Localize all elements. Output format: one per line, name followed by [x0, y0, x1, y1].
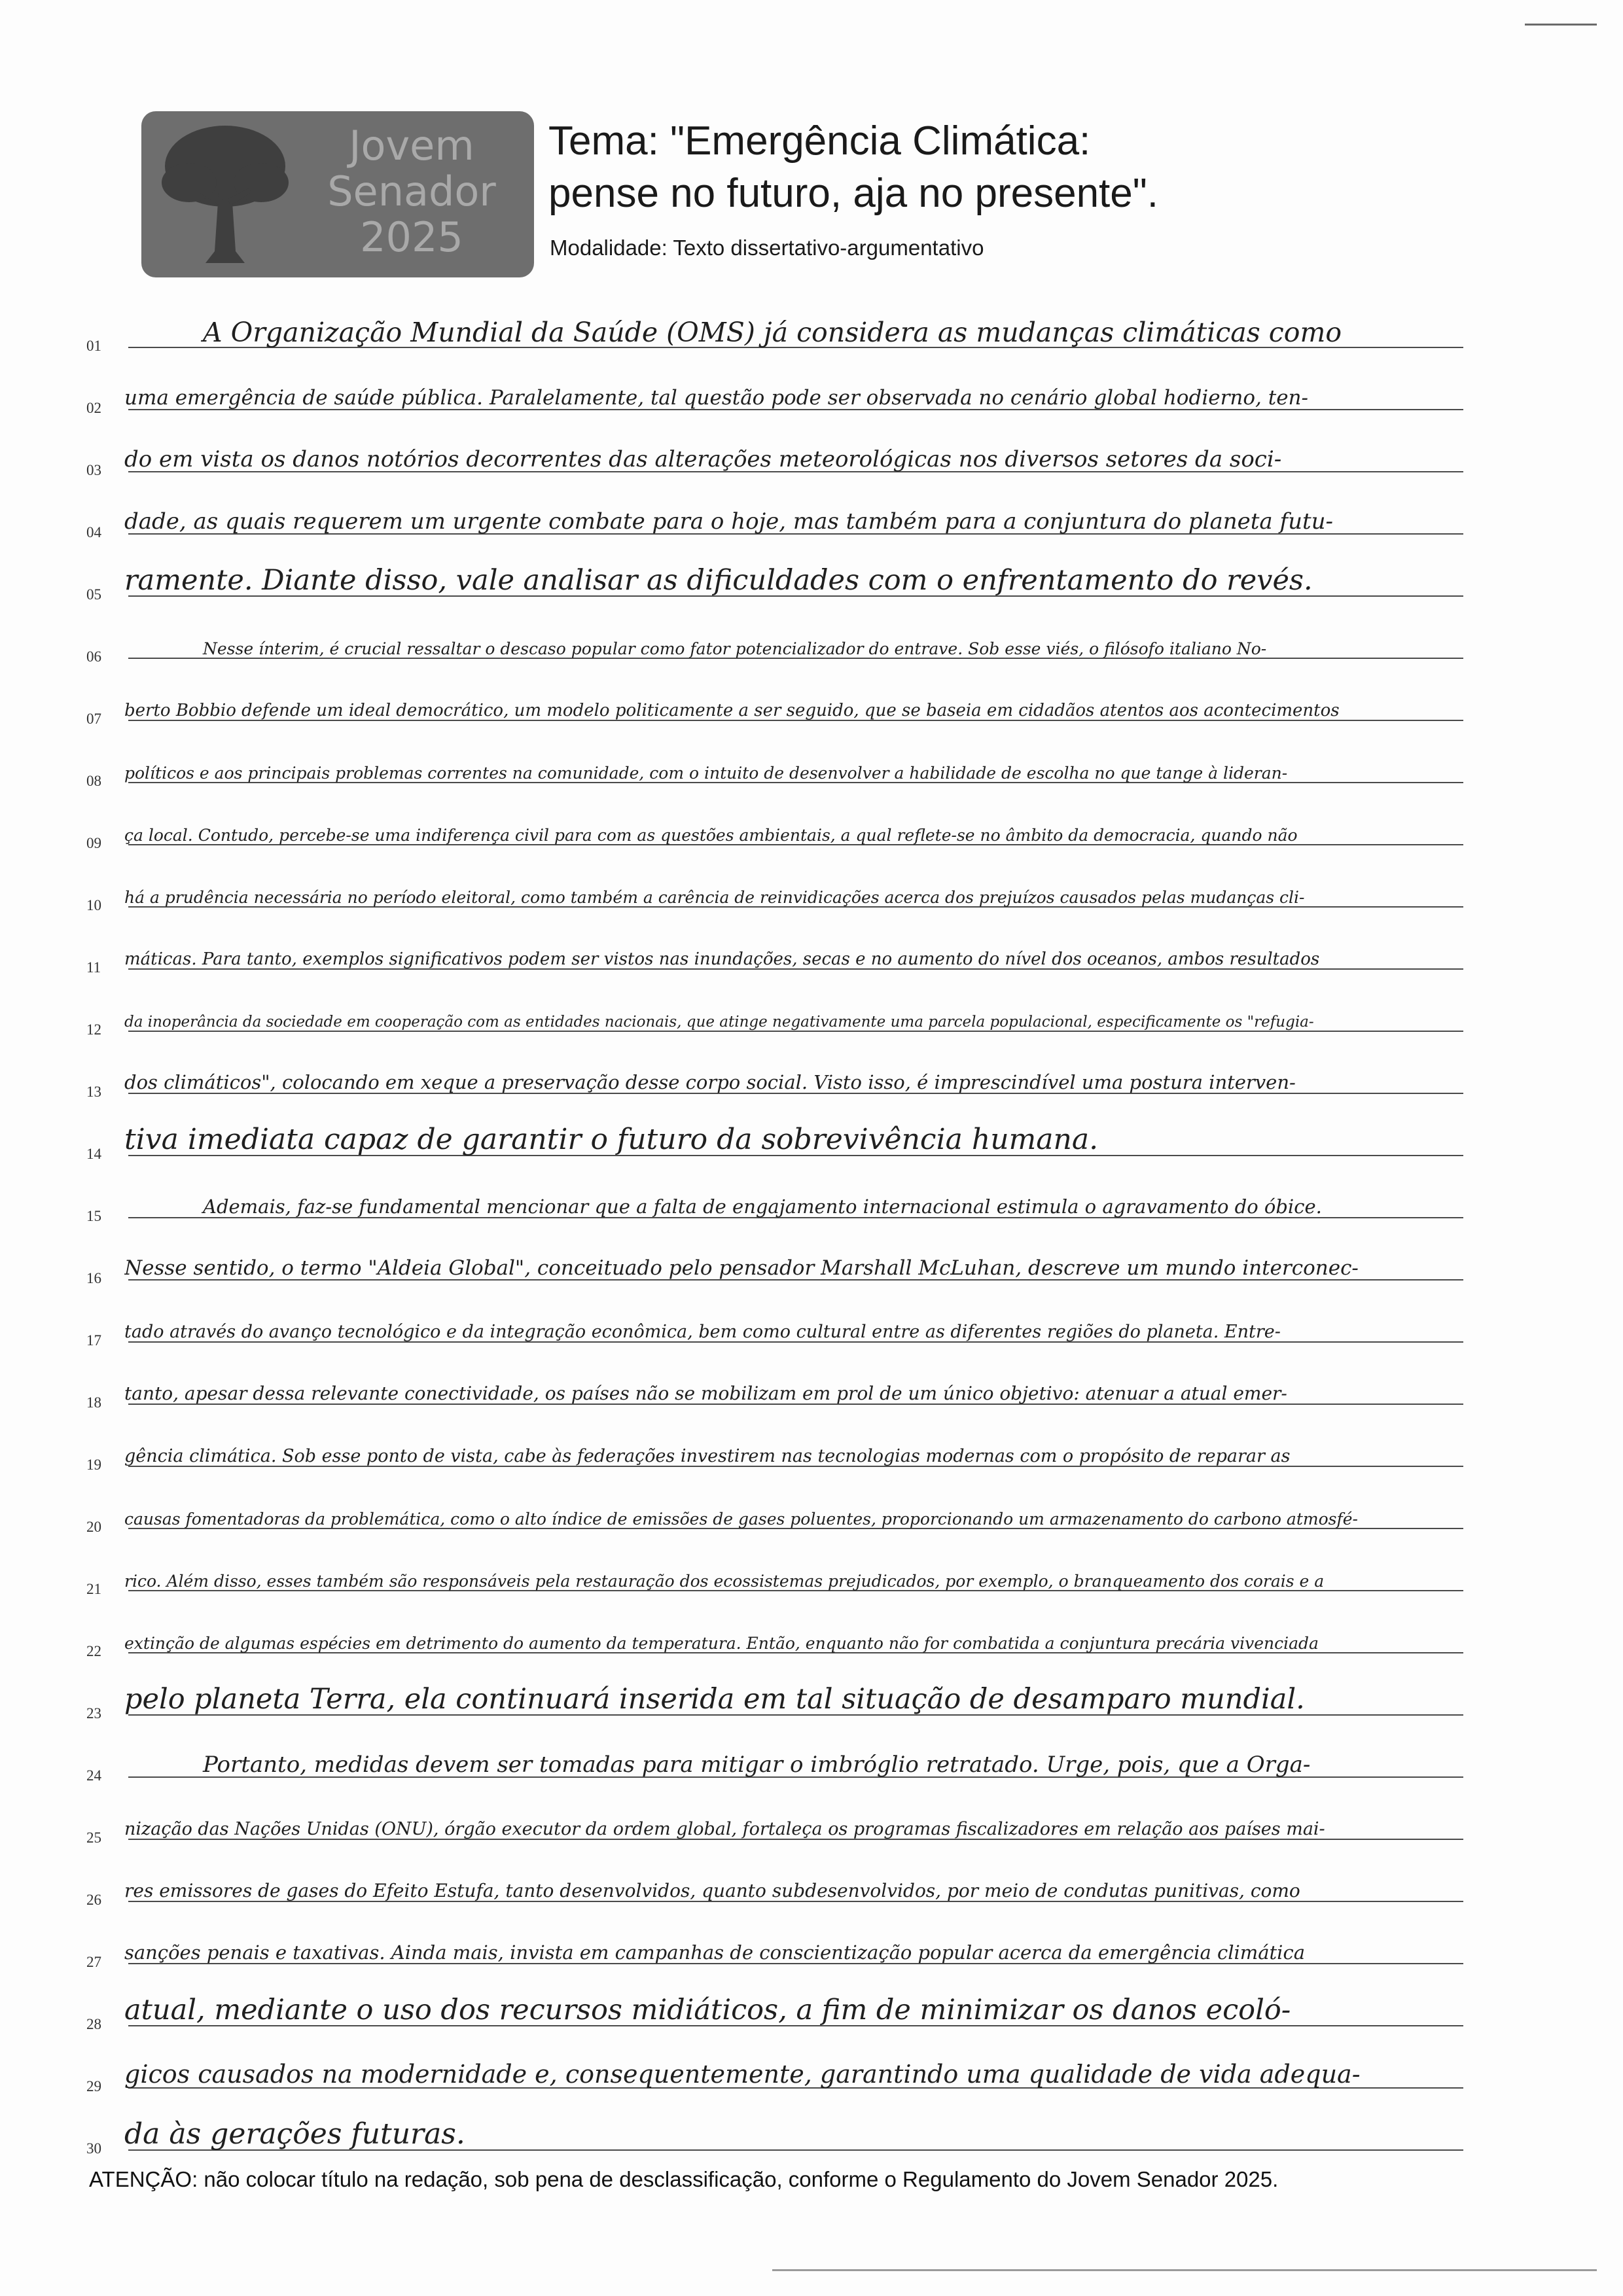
logo-line-2: Senador [327, 168, 496, 215]
handwritten-text: rico. Além disso, esses também são responsáveis pela restauração dos ecossistemas prejudicados, por exemplo, o branqueamento dos corais e a [124, 1572, 1325, 1591]
handwritten-text: Ademais, faz-se fundamental mencionar que a falta de engajamento internacional estimula o agravamento do óbice. [203, 1195, 1322, 1218]
handwritten-text: há a prudência necessária no período eleitoral, como também a carência de reinvidicações acerca dos prejuízos causados pelas mudanças cli- [124, 888, 1305, 907]
logo-line-1: Jovem [349, 122, 474, 169]
essay-line [0, 1301, 1623, 1366]
essay-line [0, 431, 1623, 496]
handwritten-text: Nesse ínterim, é crucial ressaltar o descaso popular como fator potencializador do entrave. Sob esse viés, o filósofo italiano No- [203, 639, 1267, 658]
handwritten-text: gência climática. Sob esse ponto de vista, cabe às federações investirem nas tecnologias modernas com o propósito de reparar as [124, 1446, 1291, 1466]
handwritten-text: dade, as quais requerem um urgente combate para o hoje, mas também para a conjuntura do planeta futu- [124, 508, 1334, 535]
line-number: 02 [86, 400, 101, 416]
essay-line [0, 2047, 1623, 2112]
line-number: 12 [86, 1021, 101, 1038]
essay-line [0, 368, 1623, 434]
essay-line [0, 1922, 1623, 1988]
essay-line [0, 1239, 1623, 1304]
essay-line [0, 555, 1623, 620]
line-number: 13 [86, 1084, 101, 1100]
logo-line-3: 2025 [360, 213, 463, 261]
handwritten-text: nização das Nações Unidas (ONU), órgão executor da ordem global, fortaleça os programas fiscalizadores em relação aos países mai- [124, 1819, 1325, 1839]
essay-line [0, 990, 1623, 1055]
essay-line [0, 1176, 1623, 1242]
handwritten-text: pelo planeta Terra, ela continuará inserida em tal situação de desamparo mundial. [124, 1684, 1305, 1716]
essay-line [0, 1052, 1623, 1118]
top-rule [1525, 24, 1597, 26]
line-number: 29 [86, 2078, 101, 2094]
essay-line [0, 1549, 1623, 1615]
essay-line [0, 1736, 1623, 1801]
line-number: 07 [86, 711, 101, 727]
handwritten-text: atual, mediante o uso dos recursos midiáticos, a fim de minimizar os danos ecoló- [124, 1994, 1291, 2026]
handwritten-text: Nesse sentido, o termo "Aldeia Global", conceituado pelo pensador Marshall McLuhan, descreve um mundo interconec- [124, 1256, 1359, 1280]
line-number: 25 [86, 1829, 101, 1846]
line-number: 30 [86, 2140, 101, 2157]
handwritten-text: da inoperância da sociedade em cooperação com as entidades nacionais, que atinge negativamente uma parcela populacional, especificamente os "refugia- [124, 1014, 1314, 1031]
line-number: 06 [86, 648, 101, 665]
tree-icon [160, 120, 291, 271]
handwritten-text: tiva imediata capaz de garantir o futuro da sobrevivência humana. [124, 1123, 1099, 1156]
handwritten-text: ça local. Contudo, percebe-se uma indiferença civil para com as questões ambientais, a qual reflete-se no âmbito da democracia, quando não [124, 826, 1298, 845]
handwritten-text: Portanto, medidas devem ser tomadas para mitigar o imbróglio retratado. Urge, pois, que a Orga- [203, 1752, 1311, 1778]
essay-line [0, 1798, 1623, 1863]
line-number: 09 [86, 835, 101, 851]
essay-line [0, 1114, 1623, 1180]
handwritten-text: máticas. Para tanto, exemplos significativos podem ser vistos nas inundações, secas e no aumento do nível dos oceanos, ambos resultados [124, 949, 1320, 969]
line-number: 19 [86, 1457, 101, 1473]
essay-line [0, 866, 1623, 931]
essay-line [0, 1363, 1623, 1428]
theme-line-1: Tema: "Emergência Climática: [548, 118, 1091, 164]
handwritten-text: dos climáticos", colocando em xeque a preservação desse corpo social. Visto isso, é imprescindível uma postura interven- [124, 1071, 1296, 1093]
essay-line [0, 679, 1623, 745]
handwritten-text: A Organização Mundial da Saúde (OMS) já considera as mudanças climáticas como [203, 317, 1342, 348]
line-number: 03 [86, 462, 101, 478]
essay-line [0, 1612, 1623, 1677]
handwritten-text: da às gerações futuras. [124, 2118, 465, 2151]
title-warning: ATENÇÃO: não colocar título na redação, sob pena de desclassificação, conforme o Regulamento do Jovem Senador 2025. [89, 2167, 1279, 2191]
line-number: 22 [86, 1643, 101, 1659]
bottom-rule [772, 2269, 1597, 2271]
essay-line [0, 306, 1623, 372]
essay-line [0, 493, 1623, 558]
handwritten-text: sanções penais e taxativas. Ainda mais, invista em campanhas de conscientização popular acerca da emergência climática [124, 1941, 1305, 1964]
logo-text [304, 123, 520, 260]
essay-modality: Modalidade: Texto dissertativo-argumentativo [550, 236, 984, 260]
essay-line [0, 2109, 1623, 2174]
handwritten-text: gicos causados na modernidade e, consequentemente, garantindo uma qualidade de vida adequa- [124, 2060, 1361, 2089]
jovem-senador-logo [141, 111, 534, 277]
line-number: 04 [86, 524, 101, 540]
handwritten-text: políticos e aos principais problemas correntes na comunidade, com o intuito de desenvolver a habilidade de escolha no que tange à lideran- [124, 764, 1288, 783]
line-number: 08 [86, 773, 101, 789]
line-number: 05 [86, 586, 101, 603]
essay-line [0, 1425, 1623, 1491]
essay-line [0, 1860, 1623, 1926]
line-number: 26 [86, 1892, 101, 1908]
line-number: 16 [86, 1270, 101, 1286]
handwritten-text: uma emergência de saúde pública. Paralelamente, tal questão pode ser observada no cenário global hodierno, ten- [124, 386, 1308, 410]
handwritten-text: ramente. Diante disso, vale analisar as dificuldades com o enfrentamento do revés. [124, 565, 1313, 597]
essay-line [0, 1487, 1623, 1553]
essay-line [0, 741, 1623, 807]
line-number: 10 [86, 897, 101, 913]
handwritten-text: causas fomentadoras da problemática, como o alto índice de emissões de gases poluentes, proporcionando um armazenamento do carbono atmosfé- [124, 1510, 1358, 1528]
essay-line [0, 1985, 1623, 2050]
handwritten-text: res emissores de gases do Efeito Estufa, tanto desenvolvidos, quanto subdesenvolvidos, por meio de condutas punitivas, como [124, 1880, 1300, 1901]
handwritten-text: tanto, apesar dessa relevante conectividade, os países não se mobilizam em prol de um único objetivo: atenuar a atual emer- [124, 1383, 1287, 1404]
essay-line [0, 1674, 1623, 1739]
essay-line [0, 928, 1623, 993]
line-number: 21 [86, 1581, 101, 1597]
line-number: 20 [86, 1519, 101, 1535]
theme-line-2: pense no futuro, aja no presente". [548, 171, 1158, 216]
essay-theme [548, 115, 1399, 220]
line-number: 15 [86, 1208, 101, 1224]
line-number: 01 [86, 338, 101, 354]
essay-line [0, 617, 1623, 682]
handwritten-text: extinção de algumas espécies em detrimento do aumento da temperatura. Então, enquanto não for combatida a conjuntura precária vivenciada [124, 1634, 1319, 1653]
line-number: 14 [86, 1146, 101, 1162]
line-number: 24 [86, 1767, 101, 1784]
line-number: 23 [86, 1705, 101, 1722]
line-number: 11 [86, 959, 101, 976]
line-number: 18 [86, 1394, 101, 1411]
handwritten-text: tado através do avanço tecnológico e da integração econômica, bem como cultural entre as diferentes regiões do planeta. Entre- [124, 1322, 1281, 1342]
line-number: 27 [86, 1954, 101, 1970]
handwritten-text: do em vista os danos notórios decorrentes das alterações meteorológicas nos diversos setores da soci- [124, 446, 1282, 472]
handwritten-text: berto Bobbio defende um ideal democrático, um modelo politicamente a ser seguido, que se baseia em cidadãos atentos aos acontecimentos [124, 701, 1340, 720]
line-number: 28 [86, 2016, 101, 2032]
essay-line [0, 804, 1623, 869]
line-number: 17 [86, 1332, 101, 1349]
